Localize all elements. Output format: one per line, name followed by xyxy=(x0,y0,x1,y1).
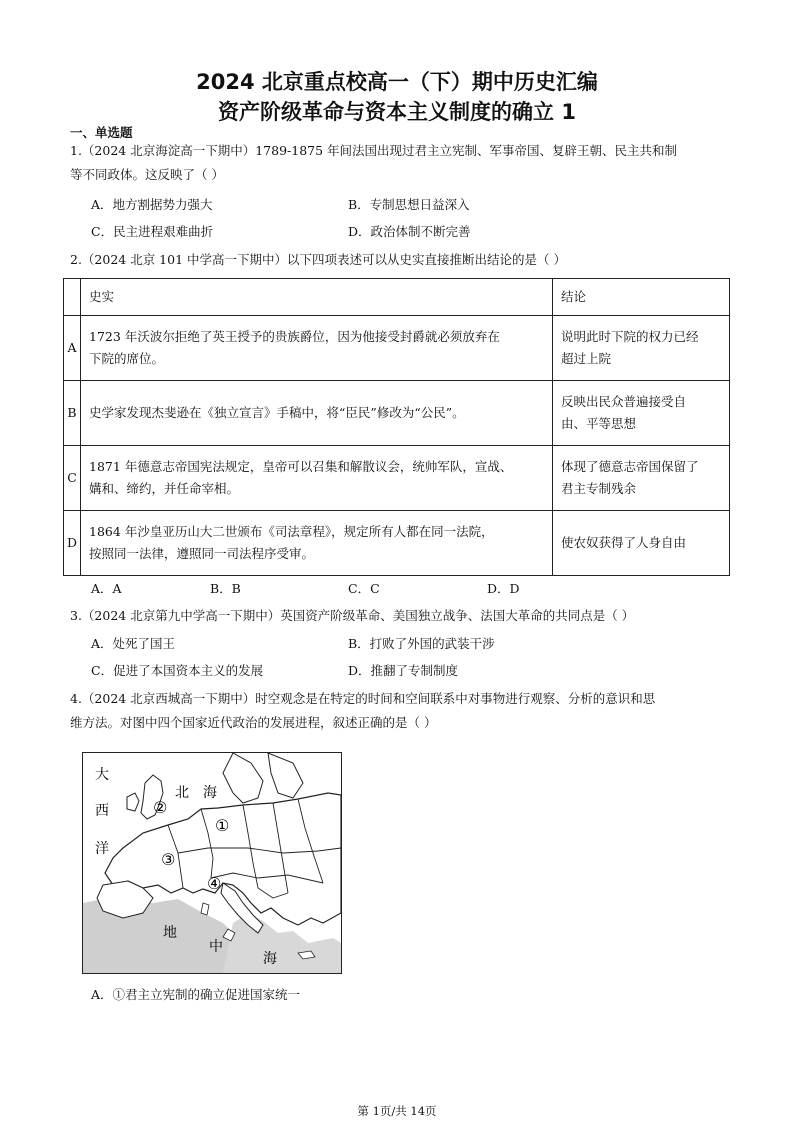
conclusion-line: 说明此时下院的权力已经 xyxy=(561,329,699,344)
row-conclusion: 使农奴获得了人身自由 xyxy=(553,511,730,576)
section-heading: 一、单选题 xyxy=(70,125,133,140)
q3-stem: 3.（2024 北京第九中学高一下期中）英国资产阶级革命、美国独立战争、法国大革命的共同点是（ ） xyxy=(70,608,635,623)
fact-line: 1864 年沙皇亚历山大二世颁布《司法章程》，规定所有人都在同一法院， xyxy=(89,524,494,539)
conclusion-line: 反映出民众普遍接受自 xyxy=(561,394,687,409)
map-marker-1: ① xyxy=(215,816,230,835)
q3-option-b[interactable]: B．打败了外国的武装干涉 xyxy=(348,636,495,651)
table-header-conclusion: 结论 xyxy=(553,279,730,316)
map-label-di: 地 xyxy=(163,925,177,941)
table-row xyxy=(64,446,730,511)
map-marker-2: ② xyxy=(153,798,168,817)
fact-line: 下院的席位。 xyxy=(89,351,165,366)
row-conclusion xyxy=(553,446,730,511)
q1-stem-line1: 1.（2024 北京海淀高一下期中）1789-1875 年间法国出现过君主立宪制、军事帝国、复辟王朝、民主共和制 xyxy=(70,143,678,158)
row-fact xyxy=(81,511,553,576)
map-label-hai2: 海 xyxy=(263,951,277,967)
map-label-hai: 海 xyxy=(203,785,217,801)
map-label-da: 大 xyxy=(95,767,109,783)
q4-stem-line2: 维方法。对图中四个国家近代政治的发展进程，叙述正确的是（ ） xyxy=(70,715,437,730)
row-key: D xyxy=(64,511,81,576)
q4-option-a[interactable]: A．①君主立宪制的确立促进国家统一 xyxy=(91,987,301,1002)
q1-option-a[interactable]: A．地方割据势力强大 xyxy=(91,197,213,212)
q3-option-a[interactable]: A．处死了国王 xyxy=(91,636,176,651)
q3-option-c[interactable]: C．促进了本国资本主义的发展 xyxy=(91,663,264,678)
conclusion-line: 由、平等思想 xyxy=(561,416,637,431)
europe-map-svg xyxy=(83,753,341,973)
row-key: B xyxy=(64,381,81,446)
europe-map xyxy=(82,752,342,974)
conclusion-line: 超过上院 xyxy=(561,351,612,366)
q1-option-b[interactable]: B．专制思想日益深入 xyxy=(348,197,470,212)
row-fact: 史学家发现杰斐逊在《独立宣言》手稿中，将“臣民”修改为“公民”。 xyxy=(81,381,553,446)
table-header-fact: 史实 xyxy=(81,279,553,316)
table-row xyxy=(64,381,730,446)
q1-option-d[interactable]: D．政治体制不断完善 xyxy=(348,224,471,239)
row-fact xyxy=(81,316,553,381)
document-title-line1: 2024 北京重点校高一（下）期中历史汇编 xyxy=(196,70,598,94)
page-footer: 第 1页/共 14页 xyxy=(357,1104,437,1118)
q2-option-b[interactable]: B．B xyxy=(210,581,241,596)
history-table xyxy=(63,278,730,576)
row-fact xyxy=(81,446,553,511)
table-header-blank xyxy=(64,279,81,316)
row-key: C xyxy=(64,446,81,511)
map-label-xi: 西 xyxy=(95,803,109,819)
fact-line: 媾和、缔约，并任命宰相。 xyxy=(89,481,240,496)
q1-stem-line2: 等不同政体。这反映了（ ） xyxy=(70,167,224,182)
conclusion-line: 君主专制残余 xyxy=(561,481,637,496)
map-label-bei: 北 xyxy=(175,785,189,801)
conclusion-line: 体现了德意志帝国保留了 xyxy=(561,459,699,474)
document-title-line2: 资产阶级革命与资本主义制度的确立 1 xyxy=(218,100,576,124)
q2-option-a[interactable]: A．A xyxy=(91,581,122,596)
q2-stem: 2.（2024 北京 101 中学高一下期中）以下四项表述可以从史实直接推断出结论的是（ ） xyxy=(70,252,566,267)
q4-stem-line1: 4.（2024 北京西城高一下期中）时空观念是在特定的时间和空间联系中对事物进行观察、分析的意识和思 xyxy=(70,691,656,706)
q2-option-c[interactable]: C．C xyxy=(348,581,380,596)
map-marker-3: ③ xyxy=(161,850,176,869)
q3-option-d[interactable]: D．推翻了专制制度 xyxy=(348,663,459,678)
q1-option-c[interactable]: C．民主进程艰难曲折 xyxy=(91,224,214,239)
q2-option-d[interactable]: D．D xyxy=(487,581,520,596)
row-conclusion xyxy=(553,316,730,381)
map-label-yang: 洋 xyxy=(95,841,109,857)
fact-line: 1871 年德意志帝国宪法规定，皇帝可以召集和解散议会，统帅军队，宣战、 xyxy=(89,459,513,474)
table-row xyxy=(64,511,730,576)
table-header-row xyxy=(64,279,730,316)
map-marker-4: ④ xyxy=(207,874,222,893)
row-conclusion xyxy=(553,381,730,446)
fact-line: 按照同一法律，遵照同一司法程序受审。 xyxy=(89,546,315,561)
fact-line: 1723 年沃波尔拒绝了英王授予的贵族爵位，因为他接受封爵就必须放弃在 xyxy=(89,329,500,344)
row-key: A xyxy=(64,316,81,381)
map-label-zhong: 中 xyxy=(209,939,223,955)
table-row xyxy=(64,316,730,381)
